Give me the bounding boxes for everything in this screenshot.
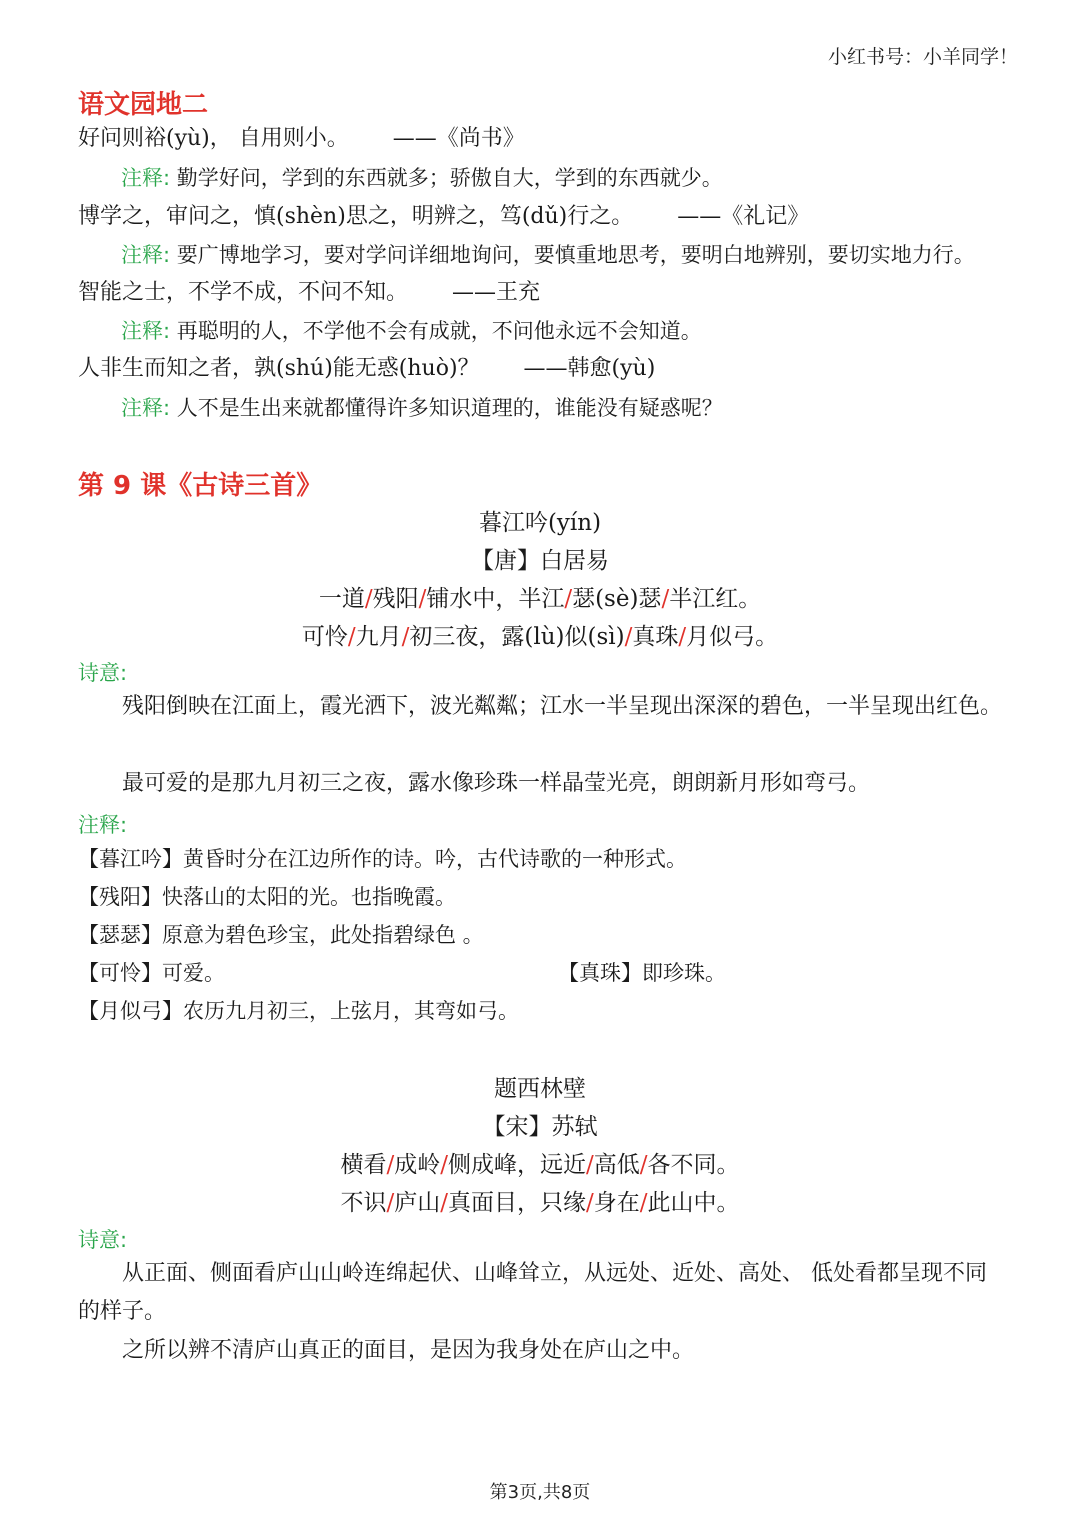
quote-source: ——韩愈(yù) — [523, 356, 656, 381]
poem-segment: 月似弓。 — [686, 624, 779, 650]
note-item: 【瑟瑟】原意为碧色珍宝，此处指碧绿色 。 — [78, 923, 484, 947]
quote-line — [78, 275, 540, 306]
poem-author: 【宋】苏轼 — [482, 1114, 598, 1140]
pause-slash: / — [401, 624, 410, 650]
meaning-paragraph: 残阳倒映在江面上，霞光洒下，波光粼粼；江水一半呈现出深深的碧色，一半呈现出红色。 — [122, 694, 1003, 719]
meaning-label: 诗意: — [78, 661, 128, 685]
quote-text: 人非生而知之者，孰(shú)能无惑(huò)？ — [78, 356, 480, 381]
quote-source: ——《礼记》 — [677, 204, 810, 229]
note-text: 要广博地学习，要对学问详细地询问，要慎重地思考，要明白地辨别，要切实地力行。 — [176, 243, 975, 267]
meaning-label: 诗意: — [78, 1228, 128, 1252]
pause-slash: / — [440, 1190, 448, 1216]
poem-line — [0, 618, 1080, 651]
poem-segment: 高低 — [593, 1152, 640, 1178]
note-line — [121, 239, 975, 269]
poem-segment: 九月 — [355, 624, 402, 650]
pause-slash: / — [418, 586, 427, 612]
watermark: 小红书号：小羊同学！ — [827, 46, 1018, 68]
poem-segment: 半江红。 — [669, 586, 762, 612]
note-item: 【残阳】快落山的太阳的光。也指晚霞。 — [78, 885, 456, 909]
poem-segment: 横看 — [340, 1152, 387, 1178]
note-item: 【真珠】即珍珠。 — [558, 961, 726, 985]
pause-slash: / — [678, 624, 687, 650]
note-label: 注释: — [121, 396, 171, 420]
poem-segment: 侧成峰，远近 — [448, 1152, 586, 1178]
poem-segment: 初三夜，露(lù)似(sì) — [409, 624, 625, 650]
poem-segment: 铺水中，半江 — [426, 586, 565, 612]
note-item: 【可怜】可爱。 — [78, 961, 225, 985]
note-text: 人不是生出来就都懂得许多知识道理的，谁能没有疑惑呢？ — [176, 396, 723, 420]
pause-slash: / — [624, 624, 633, 650]
poem-segment: 残阳 — [372, 586, 419, 612]
poem-segment: 身在 — [593, 1190, 640, 1216]
note-text: 勤学好问，学到的东西就多；骄傲自大，学到的东西就少。 — [176, 166, 723, 190]
poem-line — [0, 1184, 1080, 1217]
pause-slash: / — [639, 1152, 648, 1178]
pause-slash: / — [440, 1152, 448, 1178]
pause-slash: / — [639, 1190, 648, 1216]
quote-line — [78, 351, 655, 382]
pause-slash: / — [347, 624, 356, 650]
quote-source: ——《尚书》 — [392, 126, 525, 151]
poem-segment: 真面目，只缘 — [448, 1190, 586, 1216]
pause-slash: / — [364, 586, 373, 612]
poem-segment: 不识 — [340, 1190, 387, 1216]
pause-slash: / — [564, 586, 573, 612]
pause-slash: / — [661, 586, 670, 612]
note-line — [121, 162, 723, 192]
pause-slash: / — [586, 1152, 594, 1178]
poem-segment: 瑟(sè)瑟 — [572, 586, 662, 612]
poem-line — [0, 1146, 1080, 1179]
meaning-paragraph: 最可爱的是那九月初三之夜，露水像珍珠一样晶莹光亮，朗朗新月形如弯弓。 — [122, 771, 871, 796]
quote-line — [78, 121, 525, 152]
poem-line — [0, 580, 1080, 613]
poem-title: 暮江吟(yín) — [478, 510, 602, 536]
note-line — [121, 315, 702, 345]
meaning-paragraph: 从正面、侧面看庐山山岭连绵起伏、山峰耸立，从远处、近处、高处、 低处看都呈现不同的样子。 — [78, 1261, 987, 1324]
pause-slash: / — [386, 1190, 395, 1216]
section-title: 语文园地二 — [78, 90, 209, 120]
lesson-title: 第 9 课《古诗三首》 — [78, 471, 323, 501]
note-line — [121, 392, 723, 422]
pause-slash: / — [386, 1152, 395, 1178]
notes-label: 注释: — [78, 813, 128, 837]
page-number: 第3页,共8页 — [489, 1482, 591, 1503]
poem-segment: 真珠 — [632, 624, 679, 650]
note-item: 【月似弓】农历九月初三，上弦月，其弯如弓。 — [78, 999, 519, 1023]
quote-text: 博学之，审问之，慎(shèn)思之，明辨之，笃(dǔ)行之。 — [78, 204, 634, 229]
poem-segment: 此山中。 — [647, 1190, 740, 1216]
note-label: 注释: — [121, 166, 171, 190]
poem-segment: 一道 — [318, 586, 365, 612]
meaning-paragraph: 之所以辨不清庐山真正的面目，是因为我身处在庐山之中。 — [122, 1338, 695, 1363]
note-label: 注释: — [121, 243, 171, 267]
pause-slash: / — [586, 1190, 594, 1216]
quote-text: 智能之士，不学不成，不问不知。 — [78, 280, 409, 305]
poem-segment: 成岭 — [394, 1152, 441, 1178]
note-label: 注释: — [121, 319, 171, 343]
poem-author: 【唐】白居易 — [471, 548, 609, 574]
poem-segment: 各不同。 — [647, 1152, 740, 1178]
poem-title: 题西林壁 — [494, 1076, 586, 1102]
quote-text: 好问则裕(yù)， 自用则小。 — [78, 126, 349, 151]
quote-source: ——王充 — [452, 280, 541, 305]
poem-segment: 可怜 — [301, 624, 348, 650]
poem-segment: 庐山 — [394, 1190, 441, 1216]
note-text: 再聪明的人，不学他不会有成就，不问他永远不会知道。 — [176, 319, 702, 343]
quote-line — [78, 199, 809, 230]
note-item: 【暮江吟】黄昏时分在江边所作的诗。吟，古代诗歌的一种形式。 — [78, 847, 687, 871]
